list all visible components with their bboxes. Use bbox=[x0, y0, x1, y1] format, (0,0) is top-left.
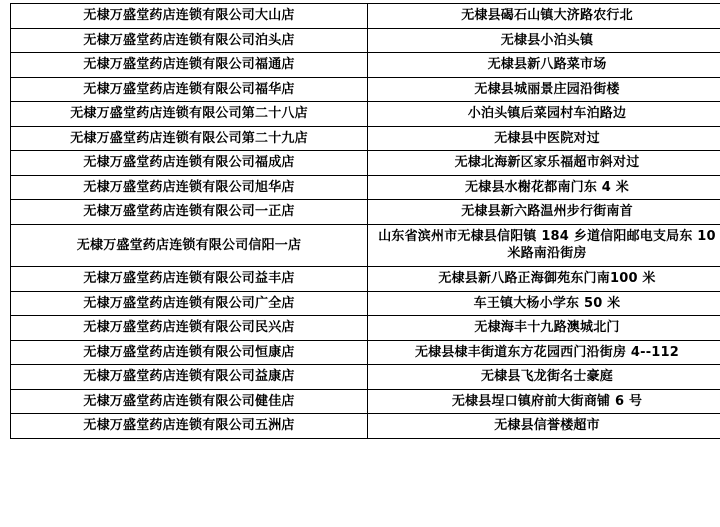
table-row bbox=[11, 151, 720, 176]
table-row bbox=[11, 126, 720, 151]
store-name-cell: 无棣万盛堂药店连锁有限公司泊头店 bbox=[11, 28, 368, 53]
store-address-cell: 车王镇大杨小学东 50 米 bbox=[368, 291, 720, 316]
store-address-cell: 无棣县城丽景庄园沿街楼 bbox=[368, 77, 720, 102]
table-row bbox=[11, 316, 720, 341]
table-row bbox=[11, 53, 720, 78]
store-address-cell: 无棣县碣石山镇大济路农行北 bbox=[368, 4, 720, 29]
store-address-cell: 无棣县水榭花都南门东 4 米 bbox=[368, 175, 720, 200]
table-row bbox=[11, 77, 720, 102]
table-body bbox=[11, 4, 720, 439]
table-row bbox=[11, 224, 720, 266]
store-name-cell: 无棣万盛堂药店连锁有限公司信阳一店 bbox=[11, 224, 368, 266]
store-name-cell: 无棣万盛堂药店连锁有限公司恒康店 bbox=[11, 340, 368, 365]
store-name-cell: 无棣万盛堂药店连锁有限公司五洲店 bbox=[11, 414, 368, 439]
store-name-cell: 无棣万盛堂药店连锁有限公司健佳店 bbox=[11, 389, 368, 414]
table-row bbox=[11, 267, 720, 292]
store-name-cell: 无棣万盛堂药店连锁有限公司益康店 bbox=[11, 365, 368, 390]
table-row bbox=[11, 102, 720, 127]
store-name-cell: 无棣万盛堂药店连锁有限公司福成店 bbox=[11, 151, 368, 176]
table-row bbox=[11, 389, 720, 414]
store-name-cell: 无棣万盛堂药店连锁有限公司第二十九店 bbox=[11, 126, 368, 151]
store-name-cell: 无棣万盛堂药店连锁有限公司益丰店 bbox=[11, 267, 368, 292]
store-address-cell: 无棣县信誉楼超市 bbox=[368, 414, 720, 439]
store-address-cell: 山东省滨州市无棣县信阳镇 184 乡道信阳邮电支局东 10 米路南沿街房 bbox=[368, 224, 720, 266]
store-name-cell: 无棣万盛堂药店连锁有限公司一正店 bbox=[11, 200, 368, 225]
table-row bbox=[11, 28, 720, 53]
table-row bbox=[11, 291, 720, 316]
table-row bbox=[11, 4, 720, 29]
store-address-cell: 无棣县新六路温州步行街南首 bbox=[368, 200, 720, 225]
store-address-cell: 无棣海丰十九路澳城北门 bbox=[368, 316, 720, 341]
store-name-cell: 无棣万盛堂药店连锁有限公司广全店 bbox=[11, 291, 368, 316]
table-row bbox=[11, 175, 720, 200]
store-address-cell: 无棣县新八路菜市场 bbox=[368, 53, 720, 78]
table-row bbox=[11, 200, 720, 225]
store-address-cell: 无棣县中医院对过 bbox=[368, 126, 720, 151]
store-name-cell: 无棣万盛堂药店连锁有限公司福通店 bbox=[11, 53, 368, 78]
store-name-cell: 无棣万盛堂药店连锁有限公司第二十八店 bbox=[11, 102, 368, 127]
store-address-cell: 无棣县新八路正海御苑东门南100 米 bbox=[368, 267, 720, 292]
table-row bbox=[11, 340, 720, 365]
store-name-cell: 无棣万盛堂药店连锁有限公司大山店 bbox=[11, 4, 368, 29]
store-address-cell: 无棣县飞龙街名士豪庭 bbox=[368, 365, 720, 390]
store-address-cell: 无棣县小泊头镇 bbox=[368, 28, 720, 53]
store-name-cell: 无棣万盛堂药店连锁有限公司民兴店 bbox=[11, 316, 368, 341]
store-address-cell: 无棣县埕口镇府前大街商铺 6 号 bbox=[368, 389, 720, 414]
store-list-table bbox=[10, 3, 720, 439]
table-row bbox=[11, 414, 720, 439]
store-name-cell: 无棣万盛堂药店连锁有限公司旭华店 bbox=[11, 175, 368, 200]
store-address-cell: 小泊头镇后菜园村车泊路边 bbox=[368, 102, 720, 127]
store-name-cell: 无棣万盛堂药店连锁有限公司福华店 bbox=[11, 77, 368, 102]
store-address-cell: 无棣北海新区家乐福超市斜对过 bbox=[368, 151, 720, 176]
store-address-cell: 无棣县棣丰街道东方花园西门沿街房 4--112 bbox=[368, 340, 720, 365]
table-row bbox=[11, 365, 720, 390]
